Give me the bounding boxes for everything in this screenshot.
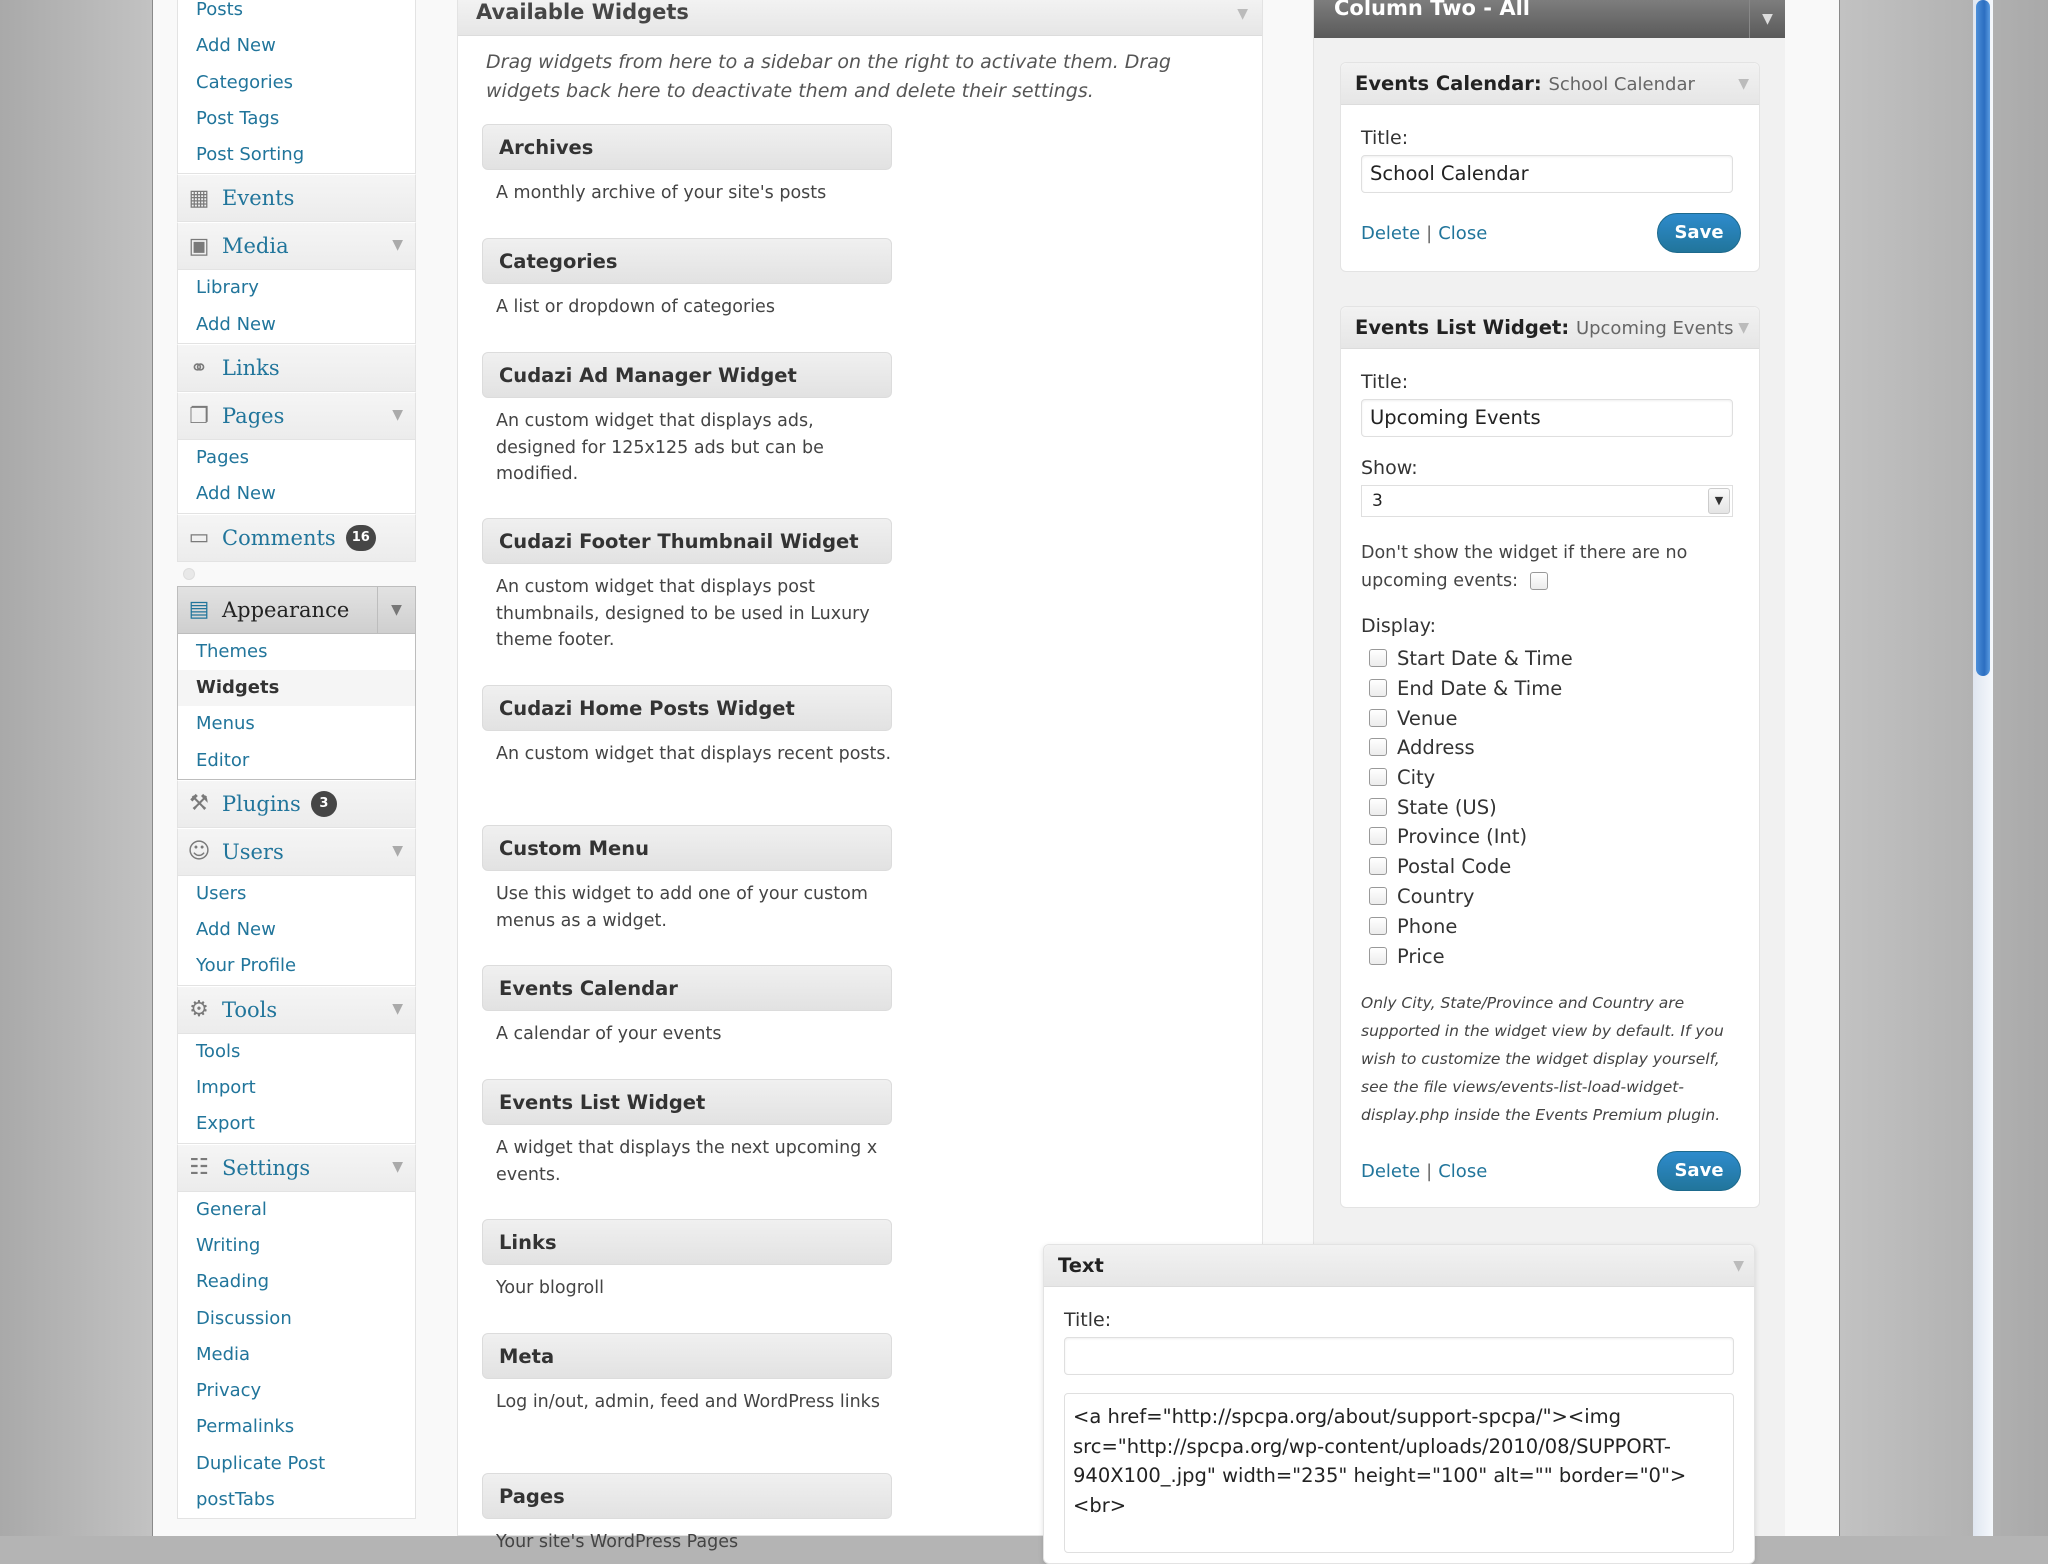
widget-description: Log in/out, admin, feed and WordPress links — [496, 1392, 880, 1412]
widget-cudazi-ad-manager[interactable] — [482, 352, 892, 488]
menu-collapse-separator[interactable] — [177, 562, 416, 586]
widget-title[interactable]: Meta — [482, 1333, 892, 1379]
option-label: Price — [1397, 944, 1445, 968]
tools-submenu — [177, 1034, 416, 1144]
posts-submenu — [177, 0, 416, 174]
option-postal-code[interactable] — [1369, 853, 1511, 879]
no-events-checkbox[interactable] — [1530, 572, 1548, 590]
comment-icon: ▭ — [188, 525, 210, 551]
column-two-header[interactable] — [1314, 0, 1785, 38]
menu-appearance[interactable] — [177, 586, 416, 634]
sidebar-item-pages[interactable]: Pages — [196, 447, 249, 469]
widget-custom-menu[interactable] — [482, 825, 892, 934]
menu-media[interactable] — [177, 222, 416, 270]
tools-icon: ⚙ — [189, 997, 209, 1023]
checkbox[interactable] — [1369, 679, 1387, 697]
menu-settings-label: Settings — [222, 1155, 311, 1180]
delete-link[interactable]: Delete — [1361, 223, 1421, 244]
checkbox[interactable] — [1369, 738, 1387, 756]
sidebar-item-posts[interactable]: Posts — [196, 0, 244, 20]
option-label: State (US) — [1397, 795, 1497, 819]
column-two-title: Column Two - All — [1334, 0, 1530, 20]
option-label: Start Date & Time — [1397, 646, 1573, 670]
menu-users-label: Users — [222, 839, 284, 864]
chevron-down-icon[interactable]: ▼ — [377, 587, 415, 633]
available-widgets-description: Drag widgets from here to a sidebar on the right to activate them. Drag widgets back here to deactivate them and delete their settings. — [486, 51, 1171, 102]
sidebar-item-discussion[interactable]: Discussion — [196, 1307, 292, 1329]
widget-description: Use this widget to add one of your custom menus as a widget. — [496, 884, 868, 931]
widget-events-list[interactable] — [482, 1079, 892, 1188]
widget-description: Your blogroll — [496, 1278, 604, 1298]
title-label: Title: — [1361, 127, 1409, 149]
menu-settings[interactable] — [177, 1144, 416, 1192]
widget-title[interactable]: Events List Widget — [482, 1079, 892, 1125]
widget-name: Events Calendar — [1355, 72, 1534, 95]
sidebar-item-themes[interactable]: Themes — [196, 640, 268, 662]
menu-pages[interactable] — [177, 392, 416, 440]
sidebar-item-general[interactable]: General — [196, 1198, 267, 1220]
sidebar-item-add-new-media[interactable]: Add New — [196, 313, 276, 335]
collapse-icon[interactable] — [183, 568, 195, 580]
option-address[interactable] — [1369, 734, 1475, 760]
widget-title[interactable]: Events Calendar — [482, 965, 892, 1011]
sidebar-item-posttabs[interactable]: postTabs — [196, 1489, 275, 1511]
menu-links[interactable] — [177, 344, 416, 392]
sidebar-item-post-tags[interactable]: Post Tags — [196, 107, 280, 129]
chevron-down-icon[interactable]: ▼ — [392, 1158, 403, 1175]
menu-events-label: Events — [222, 186, 295, 211]
option-start-date-time[interactable] — [1369, 645, 1573, 671]
checkbox[interactable] — [1369, 827, 1387, 845]
plugins-count-badge: 3 — [311, 791, 337, 817]
delete-link[interactable]: Delete — [1361, 1161, 1421, 1182]
option-venue[interactable] — [1369, 705, 1458, 731]
title-label: Title: — [1064, 1309, 1112, 1331]
widget-links[interactable] — [482, 1219, 892, 1302]
widget-actions: Delete | Close — [1361, 1161, 1488, 1182]
chevron-down-icon[interactable]: ▼ — [392, 842, 403, 859]
widget-events-calendar[interactable] — [482, 965, 892, 1048]
link-icon: ⚭ — [189, 355, 209, 381]
widget-description: An custom widget that displays ads, designed for 125x125 ads but can be modified. — [496, 411, 824, 484]
sidebar-item-categories[interactable]: Categories — [196, 71, 294, 93]
widget-description: An custom widget that displays post thumbnails, designed to be used in Luxury theme footer. — [496, 577, 870, 650]
sidebar-item-reading[interactable]: Reading — [196, 1271, 270, 1293]
widget-description: A widget that displays the next upcoming x events. — [496, 1138, 878, 1185]
sidebar-item-add-new-post[interactable]: Add New — [196, 35, 276, 57]
option-label: Country — [1397, 884, 1475, 908]
option-label: Venue — [1397, 706, 1458, 730]
option-state-us[interactable] — [1369, 794, 1497, 820]
calendar-icon: ▦ — [188, 185, 210, 211]
widget-cudazi-home-posts[interactable] — [482, 685, 892, 768]
menu-comments[interactable] — [177, 514, 416, 562]
events-list-note: Only City, State/Province and Country are supported in the widget view by default. If you wish to customize the widget display yourself, see the file views/events-list-load-widget-display.php inside the Events Premium plugin. — [1361, 994, 1724, 1124]
option-city[interactable] — [1369, 764, 1435, 790]
pages-icon: ❐ — [189, 403, 209, 429]
admin-sidebar — [177, 0, 416, 1536]
widget-description: Your site's WordPress Pages — [496, 1532, 739, 1552]
sidebar-item-widgets[interactable]: Widgets — [178, 670, 415, 706]
widget-title[interactable]: Cudazi Ad Manager Widget — [482, 352, 892, 398]
scrollbar-thumb[interactable] — [1976, 0, 1990, 676]
widget-actions: Delete | Close — [1361, 223, 1488, 244]
option-price[interactable] — [1369, 943, 1445, 969]
chevron-down-icon[interactable]: ▼ — [1237, 6, 1248, 22]
browser-window — [152, 0, 1840, 1552]
sidebar-item-duplicate-post[interactable]: Duplicate Post — [196, 1452, 326, 1474]
widget-categories[interactable] — [482, 238, 892, 321]
chevron-down-icon[interactable]: ▼ — [1733, 1258, 1744, 1274]
settings-submenu — [177, 1192, 416, 1520]
available-widgets-title: Available Widgets — [476, 0, 689, 24]
option-country[interactable] — [1369, 883, 1474, 909]
widget-instance-title: School Calendar — [1548, 74, 1695, 95]
widget-cudazi-footer-thumbnail[interactable] — [482, 518, 892, 654]
option-label: End Date & Time — [1397, 676, 1563, 700]
widget-name: Events List Widget — [1355, 316, 1562, 339]
menu-appearance-label: Appearance — [222, 597, 350, 622]
pages-submenu — [177, 440, 416, 514]
widget-archives[interactable] — [482, 124, 892, 207]
users-icon: ☺ — [187, 839, 211, 865]
widget-name: Text — [1058, 1254, 1104, 1277]
select-arrow-icon[interactable]: ▼ — [1708, 488, 1730, 514]
no-events-option — [1361, 539, 1721, 595]
widget-description: A calendar of your events — [496, 1024, 722, 1044]
sidebar-item-permalinks[interactable]: Permalinks — [196, 1416, 295, 1438]
close-link[interactable]: Close — [1438, 223, 1488, 244]
menu-pages-label: Pages — [222, 404, 285, 429]
checkbox[interactable] — [1369, 917, 1387, 935]
available-widgets-header[interactable] — [458, 0, 1262, 36]
sidebar-item-your-profile[interactable]: Your Profile — [196, 955, 297, 977]
checkbox[interactable] — [1369, 709, 1387, 727]
widget-title[interactable]: Pages — [482, 1473, 892, 1519]
option-province-int[interactable] — [1369, 823, 1527, 849]
widget-title[interactable]: Links — [482, 1219, 892, 1265]
option-end-date-time[interactable] — [1369, 675, 1562, 701]
list-title-input[interactable]: Upcoming Events — [1361, 399, 1733, 437]
sidebar-item-menus[interactable]: Menus — [196, 713, 255, 735]
settings-icon: ☷ — [189, 1155, 209, 1181]
widget-description: A monthly archive of your site's posts — [496, 183, 827, 203]
widget-pages[interactable] — [482, 1473, 892, 1556]
events-calendar-widget — [1340, 62, 1760, 272]
option-label: City — [1397, 765, 1436, 789]
widget-description: A list or dropdown of categories — [496, 297, 775, 317]
checkbox[interactable] — [1369, 857, 1387, 875]
sidebar-item-tools[interactable]: Tools — [196, 1040, 241, 1062]
vertical-scrollbar[interactable] — [1973, 0, 1993, 1536]
menu-users[interactable] — [177, 828, 416, 876]
widget-title[interactable]: Categories — [482, 238, 892, 284]
chevron-down-icon[interactable]: ▼ — [392, 237, 403, 254]
checkbox[interactable] — [1369, 887, 1387, 905]
sidebar-item-add-new-page[interactable]: Add New — [196, 483, 276, 505]
widget-title[interactable]: Custom Menu — [482, 825, 892, 871]
checkbox[interactable] — [1369, 798, 1387, 816]
sidebar-item-writing[interactable]: Writing — [196, 1234, 261, 1256]
menu-plugins[interactable] — [177, 780, 416, 828]
menu-tools[interactable] — [177, 986, 416, 1034]
show-count-value: 3 — [1372, 491, 1383, 511]
widget-instance-title: Upcoming Events — [1575, 318, 1734, 339]
sidebar-item-add-new-user[interactable]: Add New — [196, 919, 276, 941]
sidebar-item-privacy[interactable]: Privacy — [196, 1380, 262, 1402]
sidebar-item-import[interactable]: Import — [196, 1077, 256, 1099]
save-button[interactable]: Save — [1657, 1151, 1741, 1191]
appearance-submenu — [177, 634, 416, 780]
events-calendar-widget-header[interactable]: Events Calendar: School Calendar ▼ — [1341, 63, 1759, 105]
widget-description: An custom widget that displays recent posts. — [496, 744, 892, 764]
show-count-select[interactable] — [1361, 485, 1733, 517]
menu-tools-label: Tools — [222, 997, 278, 1022]
save-button[interactable]: Save — [1657, 213, 1741, 253]
menu-comments-label: Comments — [222, 525, 336, 550]
menu-links-label: Links — [222, 356, 280, 381]
sidebar-item-users[interactable]: Users — [196, 882, 247, 904]
plugin-icon: ⚒ — [189, 791, 209, 817]
chevron-down-icon[interactable]: ▼ — [1749, 0, 1785, 38]
appearance-icon: ▤ — [188, 597, 210, 623]
sidebar-item-library[interactable]: Library — [196, 277, 259, 299]
option-phone[interactable] — [1369, 913, 1457, 939]
display-label: Display: — [1361, 615, 1437, 637]
chevron-down-icon[interactable]: ▼ — [1738, 76, 1749, 92]
sidebar-item-post-sorting[interactable]: Post Sorting — [196, 144, 305, 166]
title-label: Title: — [1361, 371, 1409, 393]
option-label: Postal Code — [1397, 854, 1512, 878]
no-events-label: Don't show the widget if there are no upcoming events: — [1361, 543, 1688, 591]
users-submenu — [177, 876, 416, 986]
option-label: Address — [1397, 735, 1475, 759]
text-widget-header[interactable] — [1044, 1245, 1754, 1287]
text-widget[interactable] — [1043, 1244, 1755, 1564]
comments-count-badge: 16 — [346, 525, 376, 551]
sidebar-item-editor[interactable]: Editor — [196, 749, 250, 771]
menu-media-label: Media — [222, 234, 289, 259]
sidebar-item-media-settings[interactable]: Media — [196, 1343, 251, 1365]
widget-title[interactable]: Archives — [482, 124, 892, 170]
show-label: Show: — [1361, 457, 1418, 479]
media-submenu — [177, 270, 416, 344]
chevron-down-icon[interactable]: ▼ — [392, 407, 403, 424]
checkbox[interactable] — [1369, 947, 1387, 965]
option-label: Phone — [1397, 914, 1458, 938]
widget-title[interactable]: Cudazi Home Posts Widget — [482, 685, 892, 731]
option-label: Province (Int) — [1397, 824, 1528, 848]
text-content-textarea[interactable]: <a href="http://spcpa.org/about/support-spcpa/"><img src="http://spcpa.org/wp-content/uploads/2010/08/SUPPORT-940X100_.jpg" width="235" height="100" alt="" border="0"> <br> — [1064, 1393, 1734, 1553]
checkbox[interactable] — [1369, 768, 1387, 786]
menu-plugins-label: Plugins — [222, 791, 301, 816]
close-link[interactable]: Close — [1438, 1161, 1488, 1182]
menu-events[interactable] — [177, 174, 416, 222]
media-icon: ▣ — [188, 233, 210, 259]
events-list-widget-header[interactable]: Events List Widget: Upcoming Events ▼ — [1341, 307, 1759, 349]
events-list-widget — [1340, 306, 1760, 1208]
widget-meta[interactable] — [482, 1333, 892, 1416]
text-title-input[interactable] — [1064, 1337, 1734, 1375]
sidebar-item-export[interactable]: Export — [196, 1113, 255, 1135]
calendar-title-input[interactable]: School Calendar — [1361, 155, 1733, 193]
chevron-down-icon[interactable]: ▼ — [392, 1000, 403, 1017]
widget-title[interactable]: Cudazi Footer Thumbnail Widget — [482, 518, 892, 564]
checkbox[interactable] — [1369, 649, 1387, 667]
chevron-down-icon[interactable]: ▼ — [1738, 320, 1749, 336]
